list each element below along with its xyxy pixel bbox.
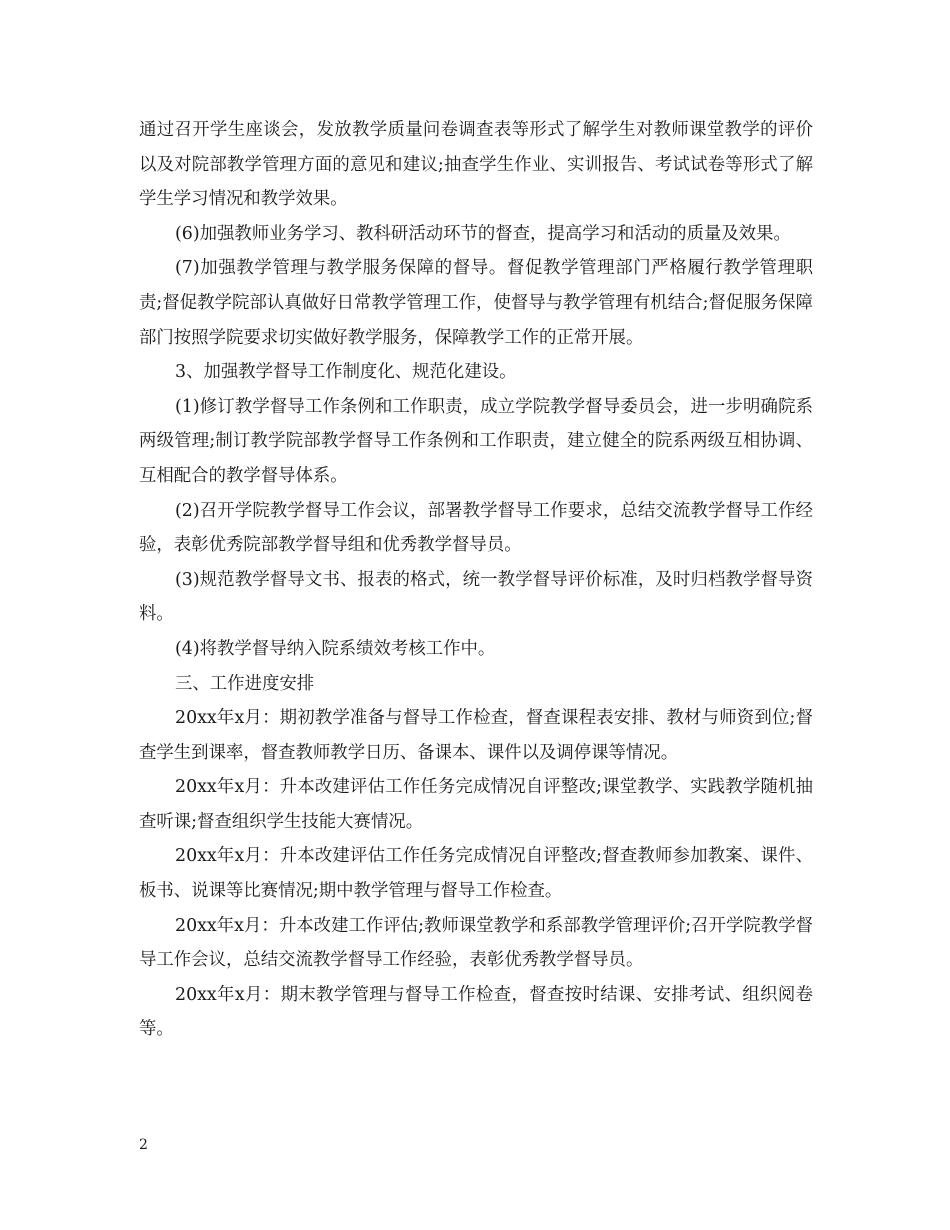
schedule-item-3: 20xx年x月：升本改建评估工作任务完成情况自评整改;督查教师参加教案、课件、板书、说课等比赛情况;期中教学管理与督导工作检查。	[139, 846, 813, 902]
schedule-item-2: 20xx年x月：升本改建评估工作任务完成情况自评整改;课堂教学、实践教学随机抽查听课;督查组织学生技能大赛情况。	[139, 777, 813, 832]
paragraph-8: (4)将教学督导纳入院系绩效考核工作中。	[175, 638, 496, 659]
document-body	[139, 113, 813, 1047]
page-number: 2	[139, 1137, 148, 1153]
paragraph-2: (6)加强教师业务学习、教科研活动环节的督查，提高学习和活动的质量及效果。	[175, 223, 791, 244]
paragraph-5: (1)修订教学督导工作条例和工作职责，成立学院教学督导委员会，进一步明确院系两级管理;制订教学院部教学督导工作条例和工作职责，建立健全的院系两级互相协调、互相配合的教学督导体系。	[139, 396, 813, 486]
paragraph-1: 通过召开学生座谈会，发放教学质量问卷调查表等形式了解学生对教师课堂教学的评价以及对院部教学管理方面的意见和建议;抽查学生作业、实训报告、考试试卷等形式了解学生学习情况和教学效果。	[139, 120, 813, 210]
paragraph-7: (3)规范教学督导文书、报表的格式，统一教学督导评价标准，及时归档教学督导资料。	[139, 569, 813, 625]
schedule-item-5: 20xx年x月：期末教学管理与督导工作检查，督查按时结课、安排考试、组织阅卷等。	[139, 984, 813, 1040]
section-heading-schedule: 三、工作进度安排	[175, 673, 315, 694]
section-heading-3: 3、加强教学督导工作制度化、规范化建设。	[175, 362, 517, 383]
schedule-item-1: 20xx年x月：期初教学准备与督导工作检查，督查课程表安排、教材与师资到位;督查学生到课率，督查教师教学日历、备课本、课件以及调停课等情况。	[139, 708, 813, 763]
paragraph-3: (7)加强教学管理与教学服务保障的督导。督促教学管理部门严格履行教学管理职责;督促教学院部认真做好日常教学管理工作，使督导与教学管理有机结合;督促服务保障部门按照学院要求切实做好教学服务，保障教学工作的正常开展。	[139, 258, 813, 348]
schedule-item-4: 20xx年x月：升本改建工作评估;教师课堂教学和系部教学管理评价;召开学院教学督导工作会议，总结交流教学督导工作经验，表彰优秀教学督导员。	[139, 915, 813, 971]
paragraph-6: (2)召开学院教学督导工作会议，部署教学督导工作要求，总结交流教学督导工作经验，表彰优秀院部教学督导组和优秀教学督导员。	[139, 500, 813, 556]
